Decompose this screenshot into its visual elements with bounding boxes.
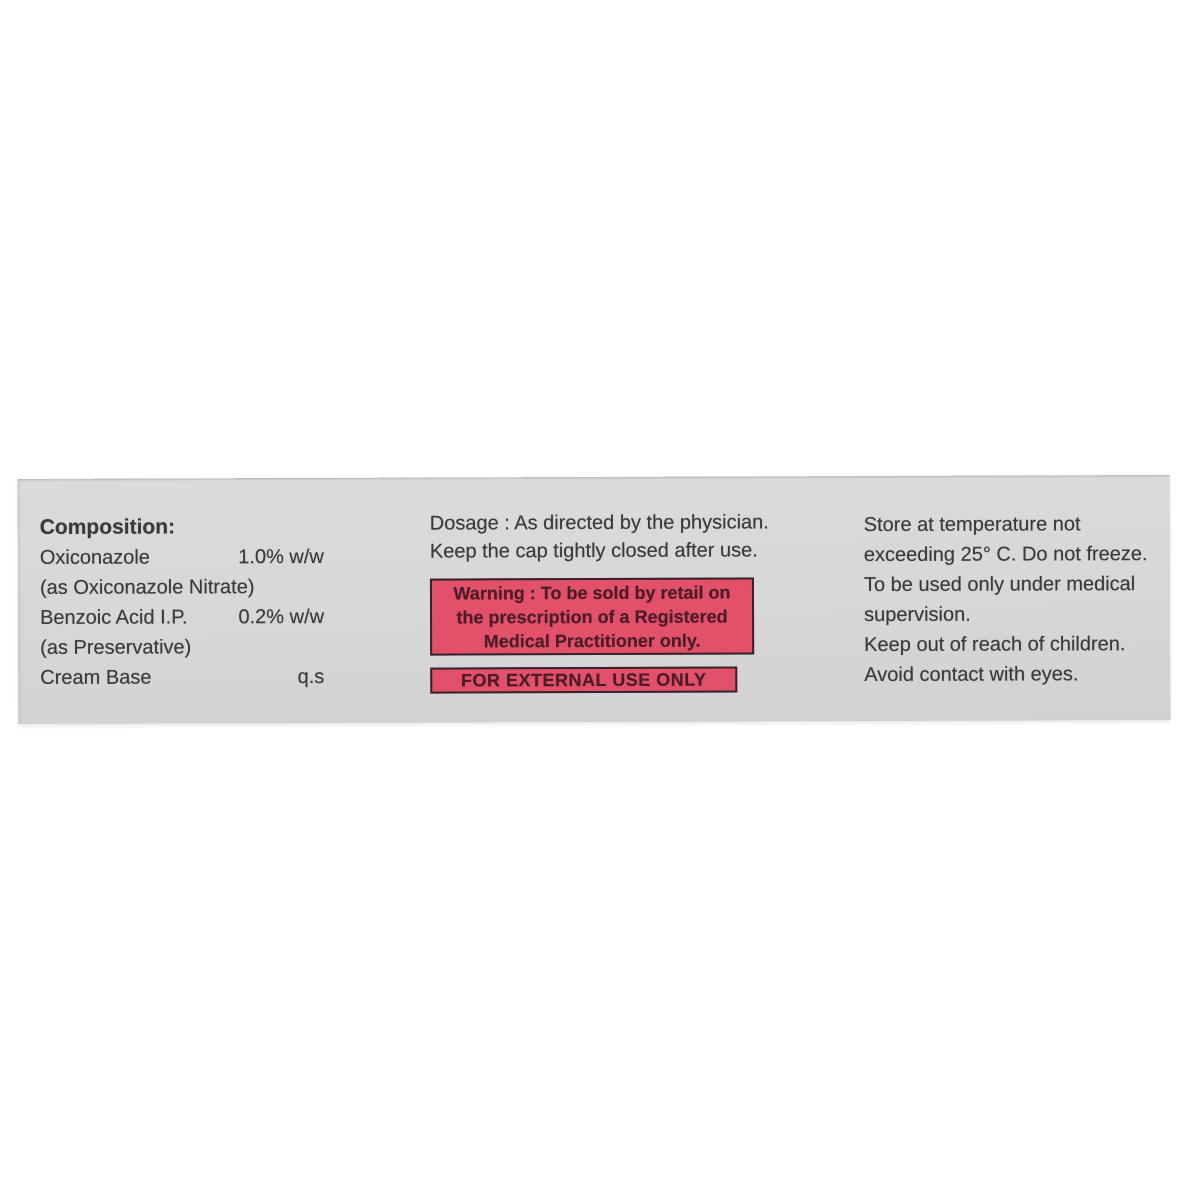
dosage-section <box>430 508 830 565</box>
ingredient-value: 1.0% w/w <box>238 545 324 569</box>
carton-panel <box>18 475 1171 724</box>
warning-box <box>430 577 754 655</box>
ingredient-row <box>40 602 324 633</box>
dosage-line: Dosage : As directed by the physician. <box>429 511 769 535</box>
storage-line: exceeding 25° C. Do not freeze. <box>863 543 1148 567</box>
external-use-box <box>430 667 737 694</box>
storage-line: Avoid contact with eyes. <box>864 663 1079 687</box>
ingredient-row <box>40 542 324 573</box>
ingredient-row <box>40 632 324 663</box>
storage-section <box>864 509 1165 690</box>
storage-line: Keep out of reach of children. <box>864 633 1126 657</box>
composition-section <box>40 512 325 693</box>
ingredient-name: Cream Base <box>40 666 152 689</box>
ingredient-name: Benzoic Acid I.P. <box>40 606 188 629</box>
storage-line: Store at temperature not <box>863 513 1081 537</box>
composition-heading: Composition: <box>39 515 176 539</box>
ingredient-name: (as Oxiconazole Nitrate) <box>39 576 255 599</box>
ingredient-value: q.s <box>297 665 325 689</box>
warning-line: Medical Practitioner only. <box>483 630 701 651</box>
external-use-text: FOR EXTERNAL USE ONLY <box>460 669 707 690</box>
warning-line: Warning : To be sold by retail on <box>453 582 731 603</box>
dosage-line: Keep the cap tightly closed after use. <box>429 539 758 563</box>
ingredient-name: (as Preservative) <box>40 636 192 659</box>
ingredient-name: Oxiconazole <box>39 546 150 569</box>
ingredient-value: 0.2% w/w <box>238 605 325 629</box>
ingredient-row <box>40 662 324 693</box>
ingredient-row <box>40 572 324 603</box>
warning-line: the prescription of a Registered <box>456 606 728 627</box>
storage-line: supervision. <box>864 603 971 627</box>
storage-line: To be used only under medical <box>863 573 1136 597</box>
